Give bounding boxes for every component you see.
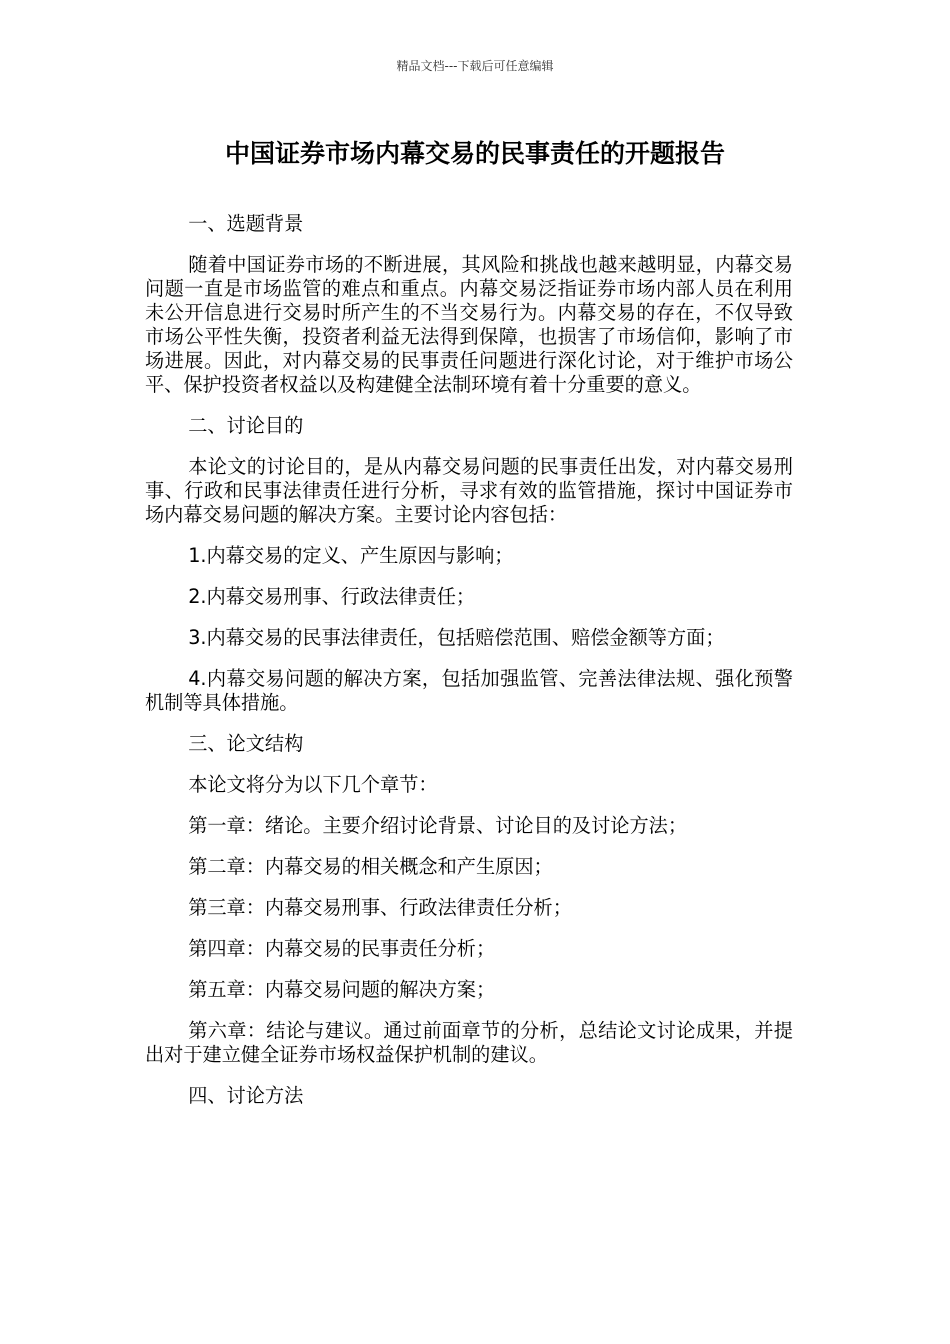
list-item: 1.内幕交易的定义、产生原因与影响； — [188, 544, 514, 567]
paragraph-purpose: 本论文的讨论目的，是从内幕交易问题的民事责任出发，对内幕交易刑事、行政和民事法律责任进行分析，寻求有效的监管措施，探讨中国证券市场内幕交易问题的解决方案。主要讨论内容包括： — [145, 455, 793, 526]
chapter-item: 第三章：内幕交易刑事、行政法律责任分析； — [188, 896, 572, 919]
chapter-item: 第五章：内幕交易问题的解决方案； — [188, 978, 496, 1001]
chapter-item: 第四章：内幕交易的民事责任分析； — [188, 937, 496, 960]
chapter-item: 第六章：结论与建议。通过前面章节的分析，总结论文讨论成果，并提出对于建立健全证券市场权益保护机制的建议。 — [145, 1019, 793, 1066]
list-item: 4.内幕交易问题的解决方案，包括加强监管、完善法律法规、强化预警机制等具体措施。 — [145, 667, 793, 714]
document-body — [145, 212, 793, 1125]
section-heading-methods: 四、讨论方法 — [188, 1084, 304, 1107]
paragraph-structure-intro: 本论文将分为以下几个章节： — [188, 773, 438, 796]
page-title: 中国证券市场内幕交易的民事责任的开题报告 — [224, 139, 725, 168]
list-item: 2.内幕交易刑事、行政法律责任； — [188, 585, 476, 608]
chapter-item: 第一章：绪论。主要介绍讨论背景、讨论目的及讨论方法； — [188, 814, 688, 837]
chapter-item: 第二章：内幕交易的相关概念和产生原因； — [188, 855, 553, 878]
list-item: 3.内幕交易的民事法律责任，包括赔偿范围、赔偿金额等方面； — [188, 626, 725, 649]
header-note: 精品文档---下载后可任意编辑 — [396, 59, 554, 73]
section-heading-structure: 三、论文结构 — [188, 732, 304, 755]
paragraph-background: 随着中国证券市场的不断进展，其风险和挑战也越来越明显，内幕交易问题一直是市场监管的难点和重点。内幕交易泛指证券市场内部人员在利用未公开信息进行交易时所产生的不当交易行为。内幕交易的存在，不仅导致市场公平性失衡，投资者利益无法得到保障，也损害了市场信仰，影响了市场进展。因此，对内幕交易的民事责任问题进行深化讨论，对于维护市场公平、保护投资者权益以及构建健全法制环境有着十分重要的意义。 — [145, 253, 793, 396]
section-heading-purpose: 二、讨论目的 — [188, 414, 304, 437]
section-heading-background: 一、选题背景 — [188, 212, 304, 235]
